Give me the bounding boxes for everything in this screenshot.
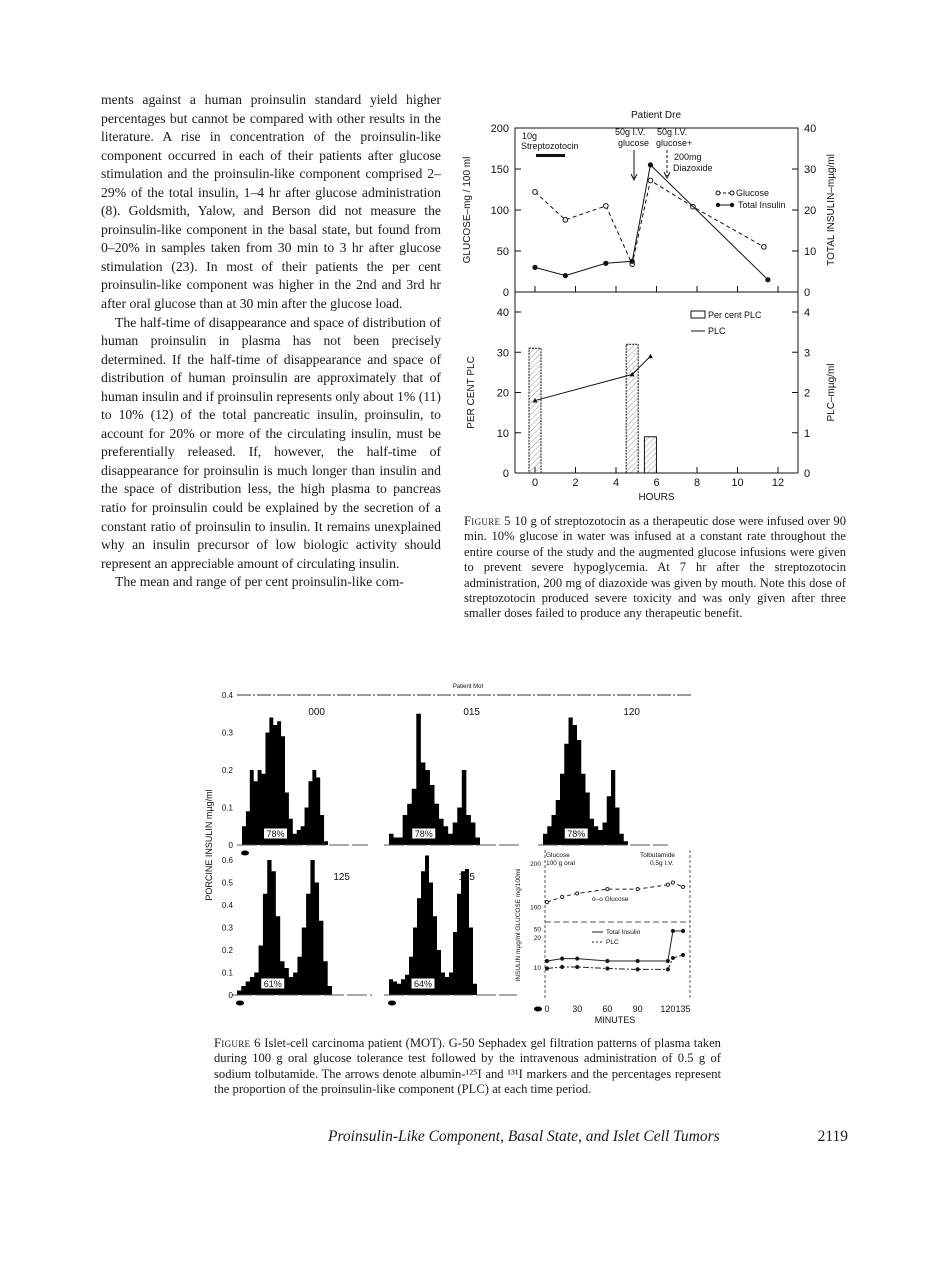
total-insulin-point: [636, 959, 639, 962]
percent-plc-bar: [529, 348, 541, 473]
legend-glucose-marker: [730, 191, 734, 195]
insulin-point: [765, 277, 770, 282]
y-tick-label: 50: [496, 246, 509, 258]
histogram-125: [237, 860, 332, 995]
x-tick-label: 2: [572, 477, 579, 489]
glucose-point: [648, 178, 653, 183]
y2-tick-label: 0: [804, 468, 811, 480]
legend-plc-label: PLC: [606, 939, 619, 946]
histogram-120: [543, 718, 628, 846]
y-tick-label: 0.4: [221, 691, 233, 700]
glucose-point: [533, 190, 538, 195]
histogram-015: [389, 714, 480, 845]
annotation: 100 g oral: [546, 860, 575, 867]
legend-insulin-marker: [730, 203, 734, 207]
y2-tick-label: 40: [804, 123, 817, 135]
y2-tick-label: 3: [804, 347, 811, 360]
annotation: Streptozotocin: [521, 141, 579, 151]
y-tick-label: 0.3: [221, 728, 233, 738]
percent-label: 61%: [263, 979, 282, 989]
annotation: 50g I.V.: [657, 127, 688, 137]
plc-point: [648, 354, 653, 359]
marker-arrow-icon: [236, 1001, 244, 1006]
y-axis-label: GLUCOSE–mg / 100 ml: [462, 156, 473, 264]
x-axis-label: HOURS: [638, 492, 675, 503]
percent-plc-bar: [644, 437, 656, 473]
glucose-point: [681, 885, 684, 888]
total-insulin-point: [606, 959, 609, 962]
plc-point: [561, 965, 564, 968]
legend-insulin-marker: [716, 203, 720, 207]
y-tick-label: 100: [530, 904, 541, 912]
legend-bar-swatch: [691, 311, 705, 318]
y2-tick-label: 20: [804, 205, 817, 217]
y2-axis-label: PLC–mµg/ml: [826, 363, 837, 422]
figure-6-chart: [0, 670, 936, 1035]
total-insulin-point: [561, 957, 564, 960]
annotation: 0.5g I.V.: [650, 860, 674, 867]
figure-5-caption-text: 10 g of streptozotocin as a therapeutic dose were infused over 90 min. 10% glucose in water was infused at a constant rate throughout the entire course of the study and the augmented glucose infusions were given to prevent severe hypoglycemia. At 7 hr after the streptozotocin administration, 200 mg of diazoxide was given by mouth. Note this dose of streptozotocin produced severe toxicity and was only given after three smaller doses failed to produce any therapeutic benefit.: [464, 514, 846, 621]
panel-time-label: 000: [308, 707, 325, 718]
annotation: Diazoxide: [673, 163, 713, 173]
y-tick-label: 20: [496, 387, 509, 400]
x-tick-label: 60: [602, 1004, 613, 1014]
plc-point: [545, 967, 548, 970]
y2-tick-label: 30: [804, 164, 817, 176]
y-tick-label: 10: [496, 427, 509, 440]
glucose-point: [666, 883, 669, 886]
y2-tick-label: 2: [804, 387, 811, 400]
insulin-point: [630, 259, 635, 264]
glucose-point: [606, 888, 609, 891]
total-insulin-point: [681, 929, 684, 932]
y-tick-label: 0: [502, 468, 509, 480]
x-tick-label: 0: [531, 477, 539, 489]
insulin-point: [603, 261, 608, 266]
percent-label: 78%: [266, 829, 285, 839]
figure-5-label: Figure 5: [464, 514, 511, 528]
chart-title: Patient Mot: [452, 684, 484, 690]
glucose-point: [604, 204, 609, 209]
glucose-point: [762, 245, 767, 250]
annotation: 50g I.V.: [615, 127, 646, 137]
y-tick-label: 0: [228, 841, 233, 850]
y-tick-label: 0.6: [221, 856, 233, 865]
annotation: glucose: [618, 138, 650, 148]
y-axis-label: PORCINE INSULIN mµg/ml: [204, 789, 214, 901]
plc-point: [666, 968, 669, 971]
annotation: 10g: [522, 131, 538, 141]
panel-time-label: 120: [623, 707, 640, 718]
marker-arrow-icon: [534, 1007, 542, 1012]
annotation: Tolbutamide: [640, 852, 676, 859]
plc-point: [681, 953, 684, 956]
plc-point: [636, 968, 639, 971]
figure-6-caption: [214, 1036, 721, 1098]
x-tick-label: 30: [572, 1004, 583, 1014]
y-tick-label: 200: [490, 123, 509, 135]
panel-time-label: 125: [333, 872, 350, 883]
y2-tick-label: 0: [804, 287, 811, 299]
y-tick-label: 100: [490, 205, 509, 217]
percent-label: 78%: [414, 829, 433, 839]
insulin-point: [532, 265, 537, 270]
annotation: glucose+: [656, 138, 693, 148]
glucose-point: [636, 888, 639, 891]
plc-line: [547, 955, 683, 969]
x-tick-label: 120: [660, 1004, 676, 1014]
percent-label: 64%: [413, 979, 433, 989]
y-tick-label: 200: [530, 861, 541, 868]
glucose-point: [671, 881, 674, 884]
x-tick-label: 0: [544, 1004, 550, 1014]
x-tick-label: 8: [693, 477, 701, 489]
glucose-point: [561, 895, 564, 898]
x-tick-label: 135: [675, 1004, 691, 1014]
y-tick-label: 0.4: [221, 901, 233, 910]
y2-tick-label: 10: [804, 246, 817, 258]
annotation: Glucose: [546, 852, 570, 859]
y-tick-label: 0.1: [221, 803, 233, 813]
annotation: 200mg: [674, 152, 702, 162]
plc-point: [606, 967, 609, 970]
running-title: Proinsulin-Like Component, Basal State, and Islet Cell Tumors: [328, 1128, 720, 1145]
insulin-point: [648, 162, 653, 167]
glucose-point: [545, 901, 548, 904]
page-footer: [328, 1128, 848, 1146]
insulin-point: [563, 273, 568, 278]
paragraph: The mean and range of per cent proinsulin-like com-: [115, 574, 404, 590]
legend-glucose-label: Glucose: [736, 188, 770, 198]
legend-glucose-marker: [716, 191, 720, 195]
figure-6-caption-text: Islet-cell carcinoma patient (MOT). G-50 Sephadex gel filtration patterns of plasma taken during 100 g oral glucose tolerance test followed by the intravenous administration of 0.5 g of sodium tolbutamide. The arrows denote albumin-¹²⁵I and ¹³¹I markers and the percentages represent the proportion of the proinsulin-like component (PLC) at each time period.: [214, 1036, 721, 1097]
y-tick-label: 150: [490, 164, 509, 176]
y2-axis-label: TOTAL INSULIN–mµg/ml: [826, 154, 837, 266]
y-tick-label: 0.2: [221, 766, 233, 775]
page-number: 2119: [817, 1128, 848, 1145]
y-tick-label: 30: [496, 347, 509, 360]
figure-5-chart: [0, 0, 936, 520]
y-axis-label: INSULIN mµg/ml GLUCOSE mg/100ml: [515, 868, 522, 982]
x-tick-label: 6: [653, 477, 660, 489]
y-tick-label: 10: [533, 965, 541, 972]
legend-plc-label: PLC: [708, 326, 726, 336]
glucose-point: [576, 892, 579, 895]
percent-label: 78%: [567, 829, 586, 839]
figure-5-caption: [464, 514, 846, 622]
chart-title: Patient Dre: [630, 110, 682, 121]
panel-time-label: 015: [463, 707, 480, 718]
paragraph: ments against a human proinsulin standard yield higher percentages but cannot be compared with other results in the literature. A rise in concentration of the proinsulin-like component occurred in each of their patients after glucose stimulation and the proinsulin-like component comprised 2–29% of the total insulin, 1–4 hr after glucose administration (8). Goldsmith, Yalow, and Berson did not measure the proinsulin-like component in the basal state, but found from 0–20% in samples taken from 30 min to 3 hr after glucose stimulation (23). In most of their patients the per cent proinsulin-like component was higher in the 2nd and 3rd hr after oral glucose than at 30 min after the glucose load.: [101, 92, 441, 312]
x-tick-label: 10: [731, 477, 744, 489]
y-tick-label: 0.1: [221, 968, 233, 978]
y-tick-label: 40: [496, 307, 509, 319]
legend-insulin-label: Total Insulin: [606, 929, 641, 936]
panel-time-label: 135: [458, 872, 475, 883]
x-axis-label: MINUTES: [594, 1015, 636, 1025]
x-tick-label: 4: [612, 477, 620, 489]
histogram-000: [242, 718, 328, 846]
legend-bar-label: Per cent PLC: [708, 310, 762, 320]
y2-tick-label: 1: [804, 427, 811, 440]
total-insulin-point: [666, 959, 669, 962]
marker-arrow-icon: [241, 851, 249, 856]
plc-point: [671, 956, 674, 959]
y-tick-label: 0: [228, 991, 233, 1000]
y-tick-label: 20: [533, 935, 541, 942]
total-insulin-point: [671, 929, 674, 932]
percent-plc-bar: [626, 344, 638, 473]
legend-glucose-label: o–o Glucose: [592, 896, 629, 903]
total-insulin-point: [545, 959, 548, 962]
y-axis-label: PER CENT PLC: [466, 356, 477, 429]
y-tick-label: 0: [502, 287, 509, 299]
y-tick-label: 0.2: [221, 946, 233, 955]
y-tick-label: 50: [533, 926, 541, 934]
y2-tick-label: 4: [804, 307, 811, 319]
y-tick-label: 0.5: [221, 878, 233, 888]
figure-6-label: Figure 6: [214, 1036, 261, 1050]
plc-point: [576, 965, 579, 968]
infusion-bar: [536, 154, 565, 157]
paragraph: The half-time of disappearance and space of distribution of human proinsulin in plasma has not been precisely determined. If the half-time of disappearance and space of distribution of human proinsulin are approximately that of human insulin and if proinsulin represents only about 1% (11) to 10% (12) of the total pancreatic insulin, proinsulin, to account for 20% or more of the circulating insulin, must be preferentially released. If, however, the half-time of disappearance for proinsulin is much longer than insulin and the space of distribution less, the high plasma to pancreas ratio for proinsulin could be explained by the secretion of a constant ratio of proinsulin to insulin. It remains unexplained why an insulin precursor of low biologic activity should represent an appreciable amount of circulating insulin.: [101, 314, 441, 571]
x-tick-label: 90: [632, 1004, 643, 1014]
y-tick-label: 0.3: [221, 923, 233, 933]
x-tick-label: 12: [771, 477, 785, 489]
marker-arrow-icon: [388, 1001, 396, 1006]
legend-insulin-label: Total Insulin: [738, 200, 786, 210]
glucose-point: [563, 218, 568, 223]
total-insulin-point: [576, 957, 579, 960]
